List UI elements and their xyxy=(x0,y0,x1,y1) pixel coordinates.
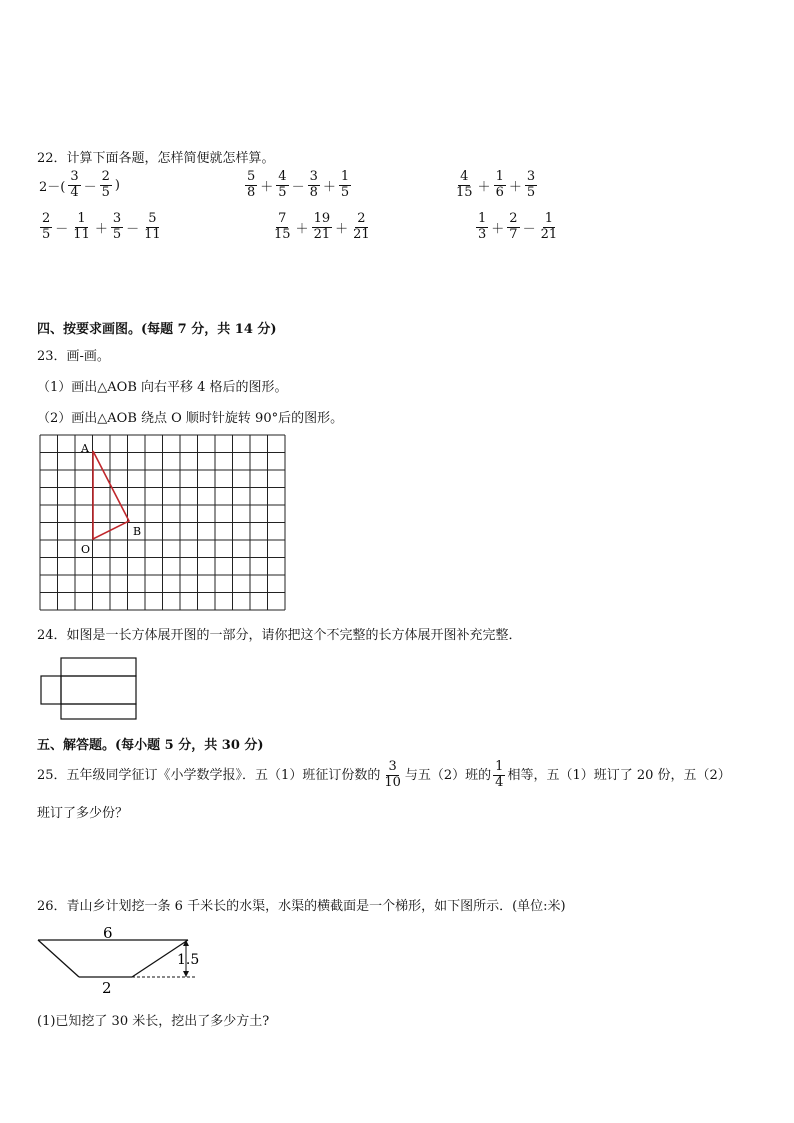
q26-title: 26．青山乡计划挖一条 6 千米长的水渠，水渠的横截面是一个梯形，如下图所示．(单位:米) xyxy=(37,899,566,914)
label-a: A xyxy=(81,442,89,455)
numerator: 2 xyxy=(509,211,518,226)
q22-expr-3 xyxy=(452,170,539,201)
numerator: 3 xyxy=(112,211,122,226)
operator: ＋ xyxy=(322,179,336,195)
q23-item-2: （2）画出△AOB 绕点 O 顺时针旋转 90°后的图形。 xyxy=(37,411,344,426)
operator: ＋ xyxy=(335,221,349,237)
numerator: 1 xyxy=(544,211,553,226)
fraction xyxy=(142,212,163,243)
q25-text-1: 25．五年级同学征订《小学数学报》．五（1）班征订份数的 xyxy=(37,767,381,783)
numerator: 2 xyxy=(42,211,51,226)
denominator: 6 xyxy=(495,184,504,200)
q24-title: 24．如图是一长方体展开图的一部分，请你把这个不完整的长方体展开图补充完整． xyxy=(37,628,522,643)
denominator: 5 xyxy=(340,184,350,200)
fraction xyxy=(339,170,351,201)
numerator: 1 xyxy=(495,169,504,184)
denominator: 21 xyxy=(540,226,558,242)
fraction xyxy=(276,170,288,201)
fraction xyxy=(100,170,112,201)
net-front-face xyxy=(61,676,136,704)
numerator: 2 xyxy=(357,211,366,226)
fraction xyxy=(507,212,519,243)
q26-trapezoid-figure xyxy=(36,922,206,998)
numerator: 3 xyxy=(526,169,536,184)
net-bottom-face xyxy=(61,704,136,719)
q22-expr-2 xyxy=(243,170,353,201)
denominator: 4 xyxy=(70,184,79,200)
q25-text-4: 班订了多少份？ xyxy=(37,806,129,821)
q23-item-1: （1）画出△AOB 向右平移 4 格后的图形。 xyxy=(37,380,288,395)
operator: ＋ xyxy=(94,221,108,237)
operator: ＋ xyxy=(260,179,274,195)
denominator: 11 xyxy=(144,226,161,242)
operator: ) xyxy=(114,177,120,193)
q22-expr-4 xyxy=(38,212,165,243)
fraction xyxy=(494,170,506,201)
q22-expr-1 xyxy=(38,170,121,201)
denominator: 21 xyxy=(313,226,331,242)
fraction xyxy=(312,212,333,243)
numerator: 2 xyxy=(101,169,110,184)
q25-fraction-1: $\frac{3}{10}$ xyxy=(384,759,401,790)
operator: 2－( xyxy=(39,179,66,195)
denominator: 5 xyxy=(112,226,122,242)
numerator: 5 xyxy=(148,211,157,226)
triangle-aob xyxy=(93,451,129,539)
fraction xyxy=(525,170,537,201)
net-top-face xyxy=(61,658,136,676)
operator: ＋ xyxy=(477,179,491,195)
q25-fraction-2: $\frac{1}{4}$ xyxy=(495,759,504,790)
operator: ＋ xyxy=(508,179,522,195)
q24-net-figure xyxy=(38,656,140,724)
denominator: 5 xyxy=(278,184,287,200)
fraction xyxy=(454,170,475,201)
denominator: 5 xyxy=(526,184,536,200)
denominator: 8 xyxy=(309,184,318,200)
numerator: 19 xyxy=(313,211,331,226)
fraction xyxy=(539,212,560,243)
height-arrow-down xyxy=(183,971,189,977)
section-4-title: 四、按要求画图。(每题 7 分，共 14 分) xyxy=(37,322,277,337)
operator: － xyxy=(83,179,97,195)
q23-title: 23．画-画。 xyxy=(37,349,110,364)
numerator: 1 xyxy=(478,211,487,226)
operator: － xyxy=(522,221,536,237)
q26-sub-1: (1)已知挖了 30 米长，挖出了多少方土? xyxy=(37,1014,270,1029)
grid-lines xyxy=(40,435,285,610)
q23-grid-figure xyxy=(38,434,288,612)
label-o: O xyxy=(81,543,91,556)
numerator: 1 xyxy=(340,169,350,184)
denominator: 7 xyxy=(509,226,518,242)
q22-expr-5 xyxy=(270,212,374,243)
numerator: 7 xyxy=(278,211,287,226)
q25-text-2: 与五（2）班的 xyxy=(404,767,492,783)
fraction xyxy=(476,212,488,243)
fraction xyxy=(71,212,92,243)
numerator: 3 xyxy=(309,169,318,184)
operator: ＋ xyxy=(295,221,309,237)
q22-title: 22．计算下面各题，怎样简便就怎样算。 xyxy=(37,151,275,166)
denominator: 8 xyxy=(247,184,256,200)
q25-line-1 xyxy=(37,760,731,791)
denominator: 11 xyxy=(73,226,90,242)
fraction xyxy=(351,212,372,243)
fraction xyxy=(308,170,320,201)
fraction xyxy=(245,170,257,201)
numerator: 1 xyxy=(77,211,86,226)
fraction xyxy=(68,170,80,201)
q25-text-3: 相等，五（1）班订了 20 份，五（2） xyxy=(507,767,731,783)
q22-expr-6 xyxy=(474,212,561,243)
label-b: B xyxy=(133,525,142,538)
fraction xyxy=(40,212,52,243)
denominator: 5 xyxy=(42,226,51,242)
denominator: 5 xyxy=(101,184,110,200)
operator: － xyxy=(55,221,69,237)
numerator: 4 xyxy=(460,169,469,184)
height-label: 1.5 xyxy=(177,952,200,968)
operator: ＋ xyxy=(491,221,505,237)
net-side-face xyxy=(41,676,61,704)
denominator: 21 xyxy=(353,226,370,242)
operator: － xyxy=(291,179,305,195)
bottom-length-label: 2 xyxy=(102,979,112,997)
top-length-label: 6 xyxy=(103,924,113,942)
fraction xyxy=(272,212,293,243)
denominator: 15 xyxy=(456,184,473,200)
trapezoid-left-edge xyxy=(38,940,79,977)
denominator: 3 xyxy=(478,226,487,242)
numerator: 5 xyxy=(247,169,256,184)
section-5-title: 五、解答题。(每小题 5 分，共 30 分) xyxy=(37,738,264,753)
denominator: 15 xyxy=(274,226,291,242)
numerator: 4 xyxy=(278,169,287,184)
operator: － xyxy=(126,221,140,237)
numerator: 3 xyxy=(70,169,79,184)
fraction xyxy=(111,212,123,243)
